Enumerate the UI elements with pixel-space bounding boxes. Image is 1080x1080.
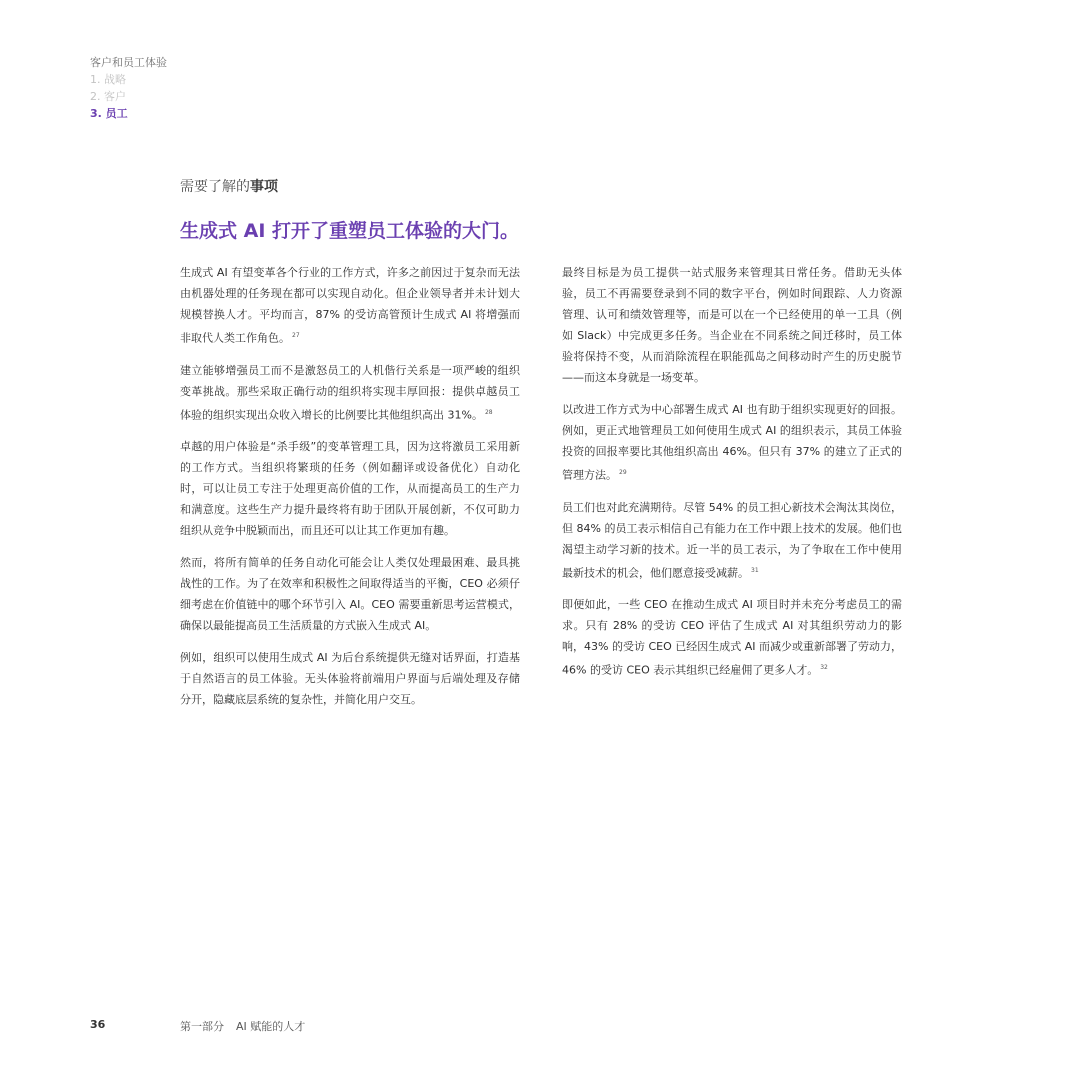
nav-item-strategy[interactable]: 1. 战略 — [90, 73, 126, 86]
paragraph-text: 例如，组织可以使用生成式 AI 为后台系统提供无缝对话界面，打造基于自然语言的员工体验。无头体验将前端用户界面与后端处理及存储分开，隐藏底层系统的复杂性，并简化用户交互。 — [180, 651, 520, 707]
paragraph-text: 员工们也对此充满期待。尽管 54% 的员工担心新技术会淘汰其岗位，但 84% 的员工表示相信自己有能力在工作中跟上技术的发展。他们也渴望主动学习新的技术。近一半的员工表示，为了争取在工作中使用最新技术的机会，他们愿意接受减薪。 — [562, 500, 902, 580]
right-column — [562, 262, 902, 692]
paragraph — [180, 436, 520, 541]
paragraph — [562, 594, 902, 681]
footer-section — [180, 1018, 305, 1034]
paragraph — [180, 552, 520, 636]
paragraph-text: 即便如此，一些 CEO 在推动生成式 AI 项目时并未充分考虑员工的需求。只有 28% 的受访 CEO 评估了生成式 AI 对其组织劳动力的影响，43% 的受访 CEO 已经因生成式 AI 而减少或重新部署了劳动力，46% 的受访 CEO 表示其组织已经雇佣了更多人才。 — [562, 598, 902, 677]
paragraph-text: 建立能够增强员工而不是激怒员工的人机偕行关系是一项严峻的组织变革挑战。那些采取正确行动的组织将实现丰厚回报：提供卓越员工体验的组织实现出众收入增长的比例要比其他组织高出 31%。 — [180, 363, 520, 422]
nav-item-customer[interactable]: 2. 客户 — [90, 90, 126, 103]
footnote-ref: 28 — [484, 408, 493, 416]
footnote-ref: 32 — [820, 664, 828, 672]
paragraph — [180, 360, 520, 426]
left-column — [180, 262, 520, 721]
paragraph — [562, 497, 902, 584]
page-headline: 生成式 AI 打开了重塑员工体验的大门。 — [180, 220, 520, 242]
paragraph — [562, 262, 902, 388]
nav-item-employee[interactable]: 3. 员工 — [90, 107, 128, 120]
paragraph — [180, 262, 520, 349]
kicker-lead: 需要了解的 — [180, 179, 250, 195]
paragraph-text: 卓越的用户体验是“杀手级”的变革管理工具，因为这将激员工采用新的工作方式。当组织将繁琐的任务（例如翻译或设备优化）自动化时，可以让员工专注于处理更高价值的工作，从而提高员工的生产力和满意度。这些生产力提升最终将有助于团队开展创新，不仅可助力组织从竞争中脱颖而出，而且还可以让其工作更加有趣。 — [180, 440, 520, 538]
footnote-ref: 31 — [751, 566, 759, 574]
paragraph-text: 以改进工作方式为中心部署生成式 AI 也有助于组织实现更好的回报。例如，更正式地管理员工如何使用生成式 AI 的组织表示，其员工体验投资的回报率要比其他组织高出 46%。但只有 37% 的建立了正式的管理方法。 — [562, 403, 902, 482]
section-kicker — [180, 176, 278, 196]
paragraph-text: 最终目标是为员工提供一站式服务来管理其日常任务。借助无头体验，员工不再需要登录到不同的数字平台，例如时间跟踪、人力资源管理、认可和绩效管理等，而是可以在一个已经使用的单一工具（例如 Slack）中完成更多任务。当企业在不同系统之间迁移时，员工体验将保持不变，从而消除流程在职能孤岛之间移动时产生的历史脱节——而这本身就是一场变革。 — [562, 266, 902, 384]
paragraph-text: 然而，将所有简单的任务自动化可能会让人类仅处理最困难、最具挑战性的工作。为了在效率和积极性之间取得适当的平衡，CEO 必须仔细考虑在价值链中的哪个环节引入 AI。CEO 需要重新思考运营模式，确保以最能提高员工生活质量的方式嵌入生成式 AI。 — [180, 556, 520, 633]
footnote-ref: 27 — [292, 332, 300, 339]
paragraph — [562, 399, 902, 486]
paragraph-text: 生成式 AI 有望变革各个行业的工作方式，许多之前因过于复杂而无法由机器处理的任务现在都可以实现自动化。但企业领导者并未计划大规模替换人才。平均而言，87% 的受访高管预计生成式 AI 将增强而非取代人类工作角色。 — [180, 266, 520, 345]
footer-title: AI 赋能的人才 — [236, 1020, 306, 1033]
paragraph — [180, 647, 520, 710]
footnote-ref: 29 — [619, 469, 627, 476]
section-nav — [90, 54, 167, 122]
page-number: 36 — [90, 1018, 106, 1031]
footer-part: 第一部分 — [180, 1020, 224, 1033]
nav-header: 客户和员工体验 — [90, 56, 167, 69]
kicker-strong: 事项 — [250, 179, 278, 195]
